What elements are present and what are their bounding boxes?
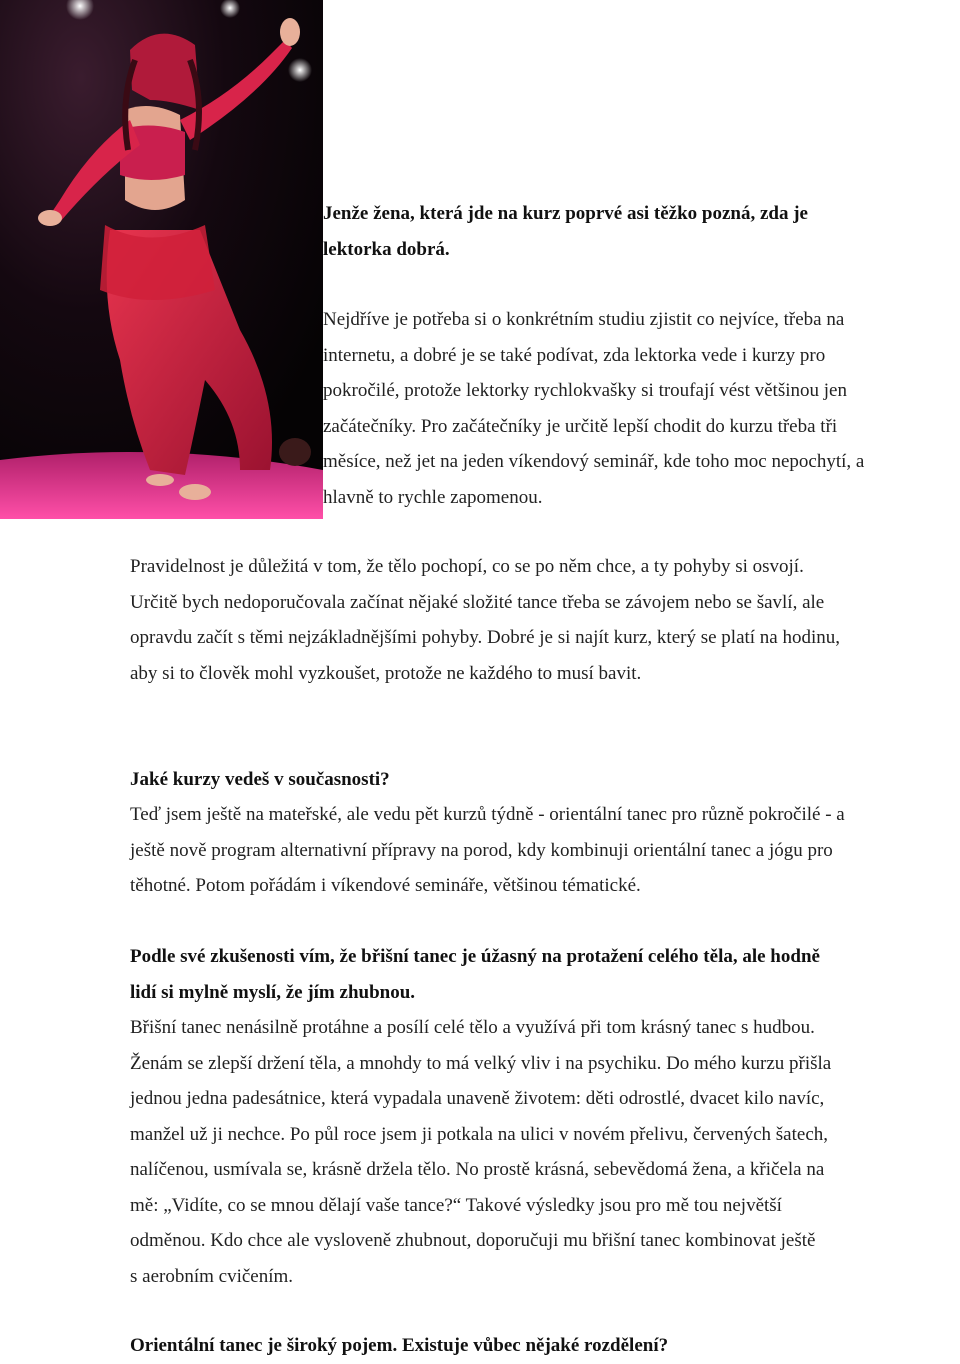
paragraph-line: s aerobním cvičením. [130,1265,294,1287]
paragraph-studio-advice [323,302,864,515]
paragraph-line: ještě nově program alternativní přípravy na porod, kdy kombinuji orientální tanec a jógu pro [130,839,833,861]
lead-question-line: Jenže žena, která jde na kurz poprvé asi těžko pozná, zda je [323,203,808,224]
question-weight-loss [130,939,820,1010]
paragraph-line: opravdu začít s těmi nejzákladnějšími pohyby. Dobré je si najít kurz, který se platí na hodinu, [130,627,841,648]
question-line: lidí si mylně myslí, že jím zhubnou. [130,981,416,1003]
question-oriental-dance-types: Orientální tanec je široký pojem. Existuje vůbec nějaké rozdělení? [130,1335,669,1356]
paragraph-line: jednou jedna padesátnice, která vypadala unaveně životem: děti odrostlé, dvacet kilo navíc, [130,1088,825,1109]
paragraph-line: hlavně to rychle zapomenou. [323,486,543,508]
paragraph-regularity [130,549,840,691]
paragraph-line: Ženám se zlepší držení těla, a mnohdy to má velký vliv i na psychiku. Do mého kurzu přišla [130,1052,832,1074]
paragraph-line: začátečníky. Pro začátečníky je určitě lepší chodit do kurzu třeba tři [323,415,838,437]
paragraph-line: Nejdříve je potřeba si o konkrétním studiu zjistit co nejvíce, třeba na [323,309,845,330]
paragraph-line: Teď jsem ještě na mateřské, ale vedu pět kurzů týdně - orientální tanec pro různě pokročilé - a [130,804,845,825]
paragraph-line: odměnou. Kdo chce ale vysloveně zhubnout, doporučuji mu břišní tanec kombinovat ještě [130,1230,816,1251]
question-line: Podle své zkušenosti vím, že břišní tanec je úžasný na protažení celého těla, ale hodně [130,946,820,967]
paragraph-line: pokročilé, protože lektorky rychlokvašky si troufají vést většinou jen [323,380,847,401]
paragraph-line: aby si to člověk mohl vyzkoušet, protože ne každého to musí bavit. [130,662,642,684]
lead-question [323,196,808,267]
lead-question-line: lektorka dobrá. [323,238,450,260]
paragraph-line: internetu, a dobré je se také podívat, zda lektorka vede i kurzy pro [323,344,826,366]
paragraph-line: manžel už ji nechce. Po půl roce jsem ji potkala na ulici v novém přelivu, červených šatech, [130,1123,828,1145]
paragraph-line: mě: „Vidíte, co se mnou dělají vaše tance?“ Takové výsledky jsou pro mě tou největší [130,1194,782,1216]
paragraph-line: Břišní tanec nenásilně protáhne a posílí celé tělo a využívá při tom krásný tanec s hudbou. [130,1017,815,1038]
dancer-photo-svg [0,0,323,519]
paragraph-line: Určitě bych nedoporučovala začínat nějaké složité tance třeba se závojem nebo se šavlí, ale [130,591,825,613]
paragraph-weight-loss [130,1010,831,1294]
paragraph-line: těhotné. Potom pořádám i víkendové semináře, většinou tématické. [130,875,641,896]
paragraph-line: nalíčenou, usmívala se, krásně držela tělo. No prostě krásná, sebevědomá žena, a křičela na [130,1159,825,1180]
paragraph-line: měsíce, než jet na jeden víkendový seminář, kde toho moc nepochytí, a [323,451,865,472]
dancer-photo [0,0,323,519]
question-current-courses: Jaké kurzy vedeš v současnosti? [130,769,390,790]
paragraph-current-courses [130,797,845,904]
paragraph-line: Pravidelnost je důležitá v tom, že tělo pochopí, co se po něm chce, a ty pohyby si osvojí. [130,556,804,577]
